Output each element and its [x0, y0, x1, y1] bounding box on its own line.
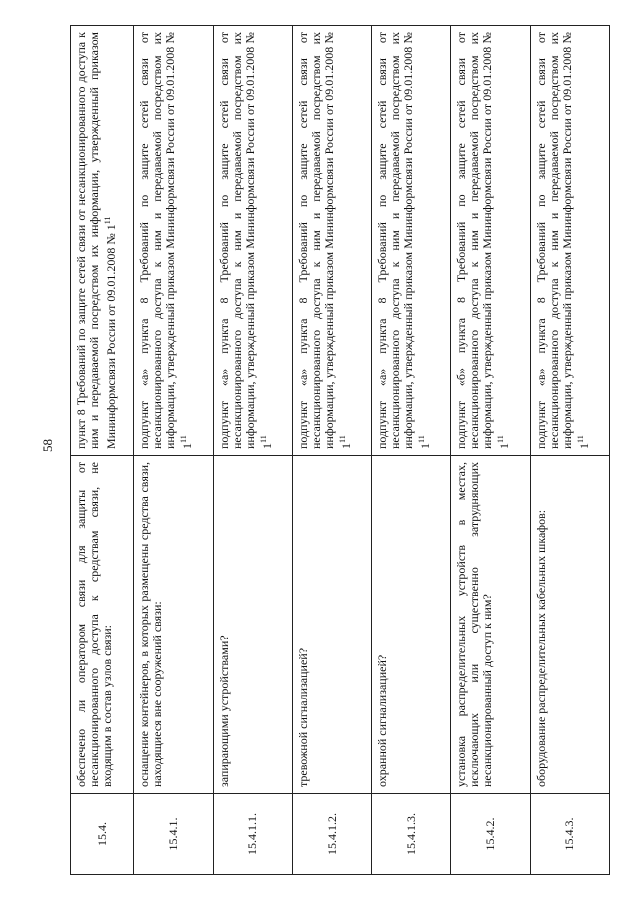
question-cell: охранной сигнализацией?: [372, 456, 451, 794]
legal-basis-text: подпункт «а» пункта 8 Требований по защите сетей связи от несанкционированного доступа к ним и передаваемой посредством их информации, утвержденный приказом Мининформсвязи России от 09.01.2008 № 1: [375, 32, 433, 449]
footnote-ref: 11: [103, 216, 112, 225]
question-cell: тревожной сигнализацией?: [292, 456, 371, 794]
row-number: 15.4.1.3.: [372, 794, 451, 875]
row-number: 15.4.2.: [451, 794, 530, 875]
legal-basis-cell: [451, 26, 530, 456]
legal-basis-text: подпункт «а» пункта 8 Требований по защите сетей связи от несанкционированного доступа к ним и передаваемой посредством их информации, утвержденный приказом Мининформсвязи России от 09.01.2008 № 1: [137, 32, 195, 449]
question-cell: оборудование распределительных кабельных шкафов:: [530, 456, 609, 794]
legal-basis-text: подпункт «б» пункта 8 Требований по защите сетей связи от несанкционированного доступа к ним и передаваемой посредством их информации, утвержденный приказом Мининформсвязи России от 09.01.2008 № 1: [454, 32, 512, 449]
table-row: [213, 26, 292, 875]
row-number: 15.4.1.2.: [292, 794, 371, 875]
table-row: [134, 26, 213, 875]
legal-basis-cell: [213, 26, 292, 456]
page-number: 58: [40, 439, 55, 452]
footnote-ref: 11: [417, 435, 427, 443]
row-number: 15.4.1.1.: [213, 794, 292, 875]
row-number: 15.4.1.: [134, 794, 213, 875]
legal-basis-text: пункт 8 Требований по защите сетей связи от несанкционированного доступа к ним и передаваемой посредством их информации, утвержденный приказом Мининформсвязи России от 09.01.2008 № 1: [74, 32, 118, 449]
footnote-ref: 11: [337, 435, 347, 443]
question-cell: оснащение контейнеров, в которых размещены средства связи, находящиеся вне сооружений связи:: [134, 456, 213, 794]
legal-basis-cell: [134, 26, 213, 456]
legal-basis-cell: [292, 26, 371, 456]
question-cell: обеспечено ли оператором связи для защиты от несанкционированного доступа к средствам связи, не входящим в состав узлов связи:: [71, 456, 134, 794]
requirements-table: [70, 25, 610, 875]
legal-basis-cell: [372, 26, 451, 456]
legal-basis-cell: [530, 26, 609, 456]
legal-basis-text: подпункт «в» пункта 8 Требований по защите сетей связи от несанкционированного доступа к ним и передаваемой посредством их информации, утвержденный приказом Мининформсвязи России от 09.01.2008 № 1: [533, 32, 591, 449]
footnote-ref: 11: [258, 435, 268, 443]
table-row: [530, 26, 609, 875]
table-row: [451, 26, 530, 875]
table-row: [372, 26, 451, 875]
footnote-ref: 11: [179, 435, 189, 443]
row-number: 15.4.: [71, 794, 134, 875]
table-row: [71, 26, 134, 875]
legal-basis-text: подпункт «а» пункта 8 Требований по защите сетей связи от несанкционированного доступа к ним и передаваемой посредством их информации, утвержденный приказом Мининформсвязи России от 09.01.2008 № 1: [216, 32, 274, 449]
footnote-ref: 11: [575, 435, 585, 443]
legal-basis-cell: [71, 26, 134, 456]
question-cell: установка распределительных устройств в местах, исключающих или существенно затрудняющих несанкционированный доступ к ним?: [451, 456, 530, 794]
legal-basis-text: подпункт «а» пункта 8 Требований по защите сетей связи от несанкционированного доступа к ним и передаваемой посредством их информации, утвержденный приказом Мининформсвязи России от 09.01.2008 № 1: [295, 32, 353, 449]
row-number: 15.4.3.: [530, 794, 609, 875]
question-cell: запирающими устройствами?: [213, 456, 292, 794]
table-row: [292, 26, 371, 875]
footnote-ref: 11: [496, 435, 506, 443]
